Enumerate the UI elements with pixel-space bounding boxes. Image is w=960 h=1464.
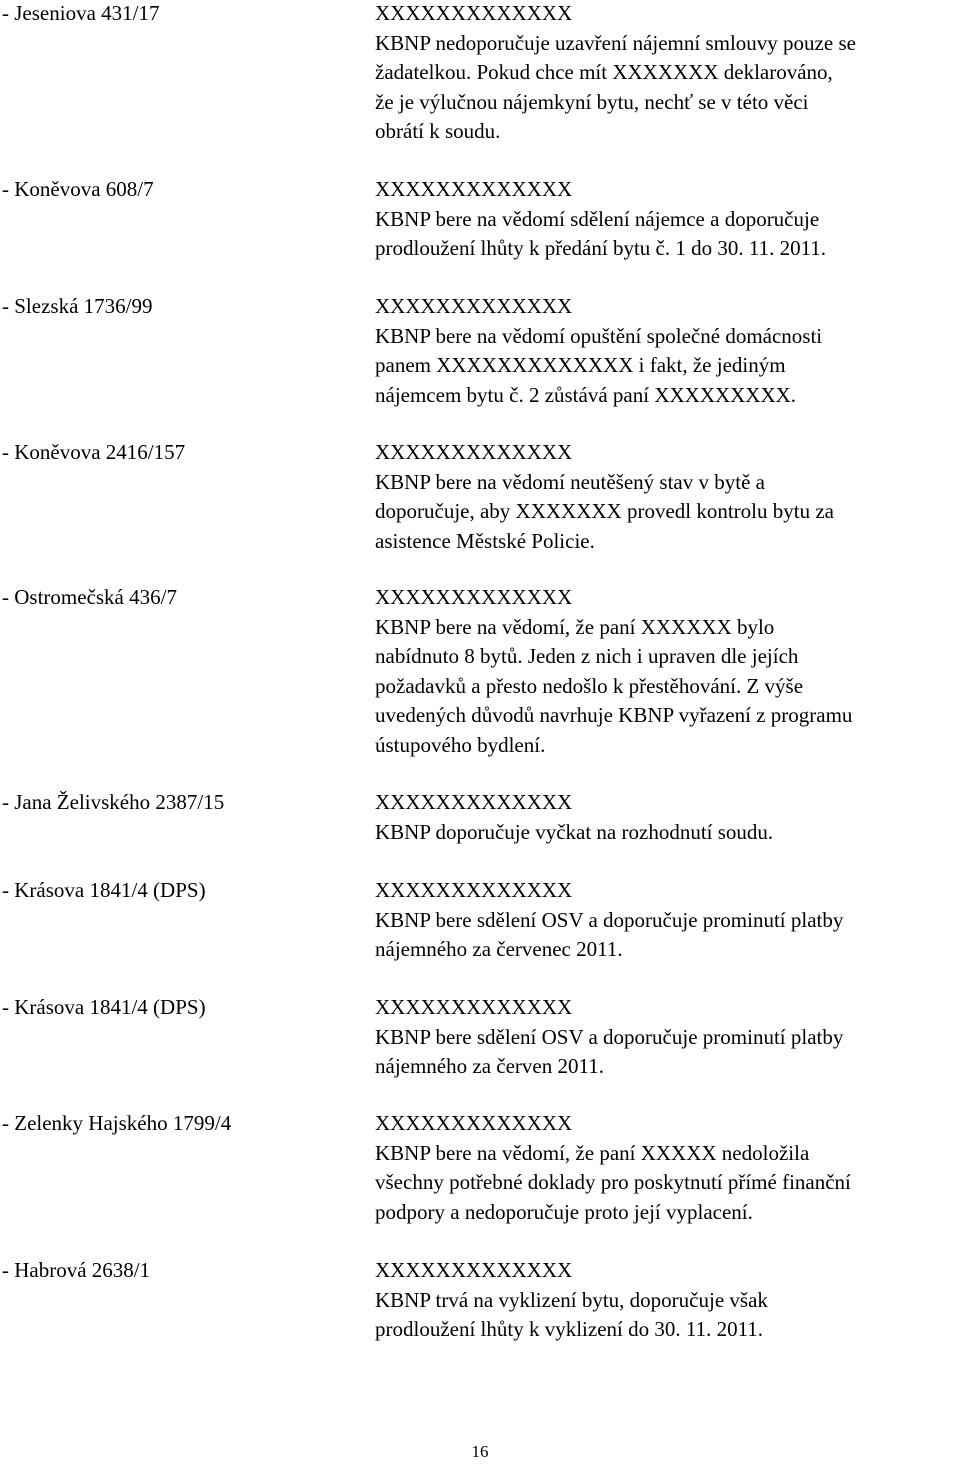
entry-body	[375, 438, 960, 556]
entry-address: - Krásova 1841/4 (DPS)	[2, 878, 206, 902]
entry-text-line: prodloužení lhůty k vyklizení do 30. 11. 2011.	[375, 1317, 764, 1341]
entry-text-line: KBNP bere na vědomí opuštění společné domácnosti	[375, 323, 823, 348]
entry-address: - Slezská 1736/99	[2, 294, 153, 318]
entry-body	[375, 876, 960, 965]
entry-text-line: podpory a nedoporučuje proto její vyplacení.	[375, 1199, 753, 1224]
entry-text-line: KBNP bere sdělení OSV a doporučuje prominutí platby	[375, 1024, 844, 1049]
entry-text-line: nájemného za červenec 2011.	[375, 937, 623, 961]
entry-text-line: KBNP bere sdělení OSV a doporučuje prominutí platby	[375, 907, 844, 932]
entry-text-line: ústupového bydlení.	[375, 732, 546, 757]
entry-text-line: KBNP doporučuje vyčkat na rozhodnutí soudu.	[375, 819, 774, 844]
page-number: 16	[471, 1442, 489, 1461]
redacted-name: XXXXXXXXXXXXX	[375, 878, 573, 902]
entry-address: - Krásova 1841/4 (DPS)	[2, 995, 206, 1019]
entry-text-line: KBNP bere na vědomí, že paní XXXXXX bylo	[375, 614, 775, 639]
entry-body	[375, 0, 960, 147]
redacted-name: XXXXXXXXXXXXX	[375, 995, 573, 1019]
entry-text-line: prodloužení lhůty k předání bytu č. 1 do 30. 11. 2011.	[375, 236, 827, 260]
entry-body	[375, 993, 960, 1082]
entry-body	[375, 583, 960, 760]
entry-text-line: doporučuje, aby XXXXXXX provedl kontrolu bytu za	[375, 499, 834, 523]
entry-text-line: požadavků a přesto nedošlo k přestěhování. Z výše	[375, 673, 804, 698]
entry-text-line: KBNP bere na vědomí sdělení nájemce a doporučuje	[375, 206, 820, 231]
entry-address: - Ostromečská 436/7	[2, 585, 177, 609]
entry-text-line: KBNP bere na vědomí neutěšený stav v bytě a	[375, 469, 765, 494]
entry-address: - Jana Želivského 2387/15	[2, 790, 225, 814]
entry-text-line: obrátí k soudu.	[375, 119, 501, 143]
entry-body	[375, 788, 960, 847]
redacted-name: XXXXXXXXXXXXX	[375, 440, 573, 464]
entry-text-line: asistence Městské Policie.	[375, 528, 595, 553]
entry-text-line: všechny potřebné doklady pro poskytnutí přímé finanční	[375, 1170, 851, 1194]
redacted-name: XXXXXXXXXXXXX	[375, 1111, 573, 1135]
entry-text-line: žadatelkou. Pokud chce mít XXXXXXX deklarováno,	[375, 60, 833, 84]
entry-body	[375, 292, 960, 410]
entry-address: - Jeseniova 431/17	[2, 1, 160, 25]
redacted-name: XXXXXXXXXXXXX	[375, 1, 573, 25]
entry-address: - Zelenky Hajského 1799/4	[2, 1111, 232, 1135]
entry-text-line: že je výlučnou nájemkyní bytu, nechť se v této věci	[375, 89, 809, 114]
entry-text-line: nájemného za červen 2011.	[375, 1054, 604, 1078]
redacted-name: XXXXXXXXXXXXX	[375, 585, 573, 609]
entry-address: - Koněvova 2416/157	[2, 440, 186, 464]
entry-text-line: KBNP trvá na vyklizení bytu, doporučuje však	[375, 1287, 768, 1312]
entry-text-line: nájemcem bytu č. 2 zůstává paní XXXXXXXXX.	[375, 382, 797, 407]
entry-body	[375, 1109, 960, 1227]
entry-body	[375, 1256, 960, 1345]
entry-body	[375, 175, 960, 264]
redacted-name: XXXXXXXXXXXXX	[375, 790, 573, 814]
entry-text-line: KBNP nedoporučuje uzavření nájemní smlouvy pouze se	[375, 30, 856, 55]
entry-text-line: panem XXXXXXXXXXXXX i fakt, že jediným	[375, 353, 786, 377]
entry-address: - Habrová 2638/1	[2, 1258, 151, 1282]
entry-text-line: KBNP bere na vědomí, že paní XXXXX nedoložila	[375, 1140, 810, 1165]
entry-address: - Koněvova 608/7	[2, 177, 154, 201]
redacted-name: XXXXXXXXXXXXX	[375, 1258, 573, 1282]
redacted-name: XXXXXXXXXXXXX	[375, 177, 573, 201]
redacted-name: XXXXXXXXXXXXX	[375, 294, 573, 318]
entry-text-line: uvedených důvodů navrhuje KBNP vyřazení z programu	[375, 703, 853, 727]
entry-text-line: nabídnuto 8 bytů. Jeden z nich i upraven dle jejích	[375, 644, 799, 668]
